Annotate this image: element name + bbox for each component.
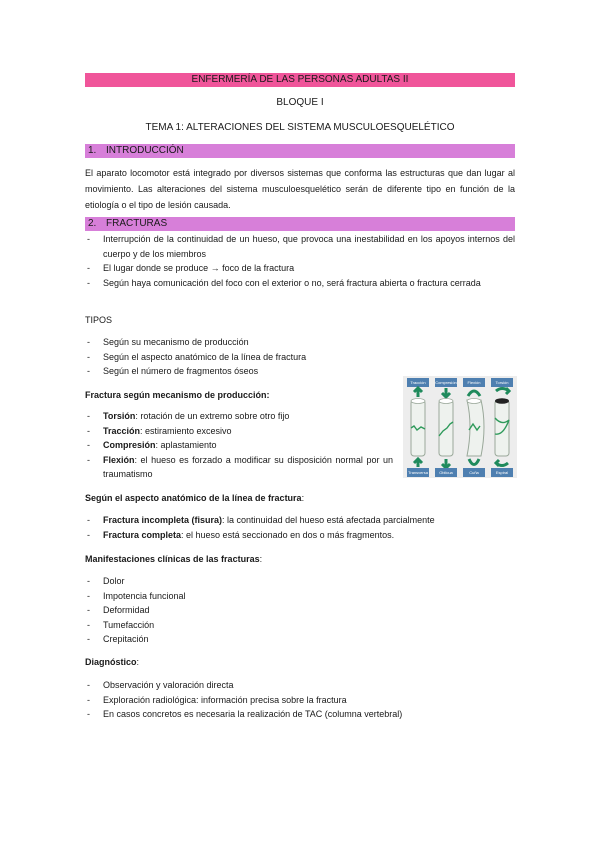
rotation-arrow-icon bbox=[496, 388, 509, 394]
aspecto-heading: Según el aspecto anatómico de la línea de fractura: bbox=[85, 493, 305, 503]
figure-label-compresion: Compresión bbox=[435, 380, 457, 385]
section-number: 2. bbox=[88, 218, 97, 229]
list-item: - Compresión: aplastamiento bbox=[85, 438, 393, 453]
list-item: - Según su mecanismo de producción bbox=[85, 335, 385, 350]
section-title: FRACTURAS bbox=[106, 218, 168, 229]
fracture-mechanism-figure bbox=[403, 376, 517, 478]
list-item: - Crepitación bbox=[85, 632, 385, 647]
figure-label-flexion: Flexión bbox=[463, 378, 485, 387]
list-item: - Torsión: rotación de un extremo sobre otro fijo bbox=[85, 409, 393, 424]
list-item: - En casos concretos es necesaria la realización de TAC (columna vertebral) bbox=[85, 707, 515, 722]
course-title-band bbox=[85, 73, 515, 87]
list-item: - Deformidad bbox=[85, 603, 385, 618]
manifestaciones-heading: Manifestaciones clínicas de las fracturas: bbox=[85, 554, 263, 564]
section-heading-introduccion bbox=[85, 144, 515, 158]
section-number: 1. bbox=[88, 145, 97, 156]
intro-paragraph: El aparato locomotor está integrado por diversos sistemas que conforma las estructuras que dan lugar al movimiento. Las alteraciones del sistema musculoesquelético serán de diferente tipo en función de la etiología o el tipo de lesión causada. bbox=[85, 168, 515, 210]
figure-label-transversa: Transversa bbox=[408, 470, 428, 475]
tipos-list bbox=[85, 335, 385, 379]
list-item: - Tracción: estiramiento excesivo bbox=[85, 424, 393, 439]
list-item: - Interrupción de la continuidad de un hueso, que provoca una inestabilidad en los apoyos internos del cuerpo y de los miembros bbox=[85, 232, 515, 261]
figure-label-cuna: Cuña bbox=[463, 468, 485, 477]
figure-label-torsion: Torsión bbox=[491, 378, 513, 387]
curved-arrow-icon bbox=[468, 391, 480, 396]
list-item: - Flexión: el hueso es forzado a modificar su disposición normal por un traumatismo bbox=[85, 453, 393, 482]
course-title: ENFERMERÍA DE LAS PERSONAS ADULTAS II bbox=[191, 74, 409, 85]
manifestaciones-list bbox=[85, 574, 385, 647]
list-item: - Tumefacción bbox=[85, 618, 385, 633]
arrow-down-icon bbox=[442, 459, 450, 468]
fracture-definition-list bbox=[85, 232, 515, 290]
list-item: - El lugar donde se produce → foco de la fractura bbox=[85, 261, 515, 276]
list-item: - Observación y valoración directa bbox=[85, 678, 515, 693]
rotation-arrow-icon bbox=[496, 460, 508, 466]
list-item: - Según el aspecto anatómico de la línea de fractura bbox=[85, 350, 385, 365]
block-title: BLOQUE I bbox=[276, 97, 324, 108]
mecanismo-list bbox=[85, 409, 393, 482]
section-heading-fracturas bbox=[85, 217, 515, 231]
list-item: - Fractura completa: el hueso está seccionado en dos o más fragmentos. bbox=[85, 528, 515, 543]
curved-arrow-icon bbox=[469, 459, 479, 465]
topic-title: TEMA 1: ALTERACIONES DEL SISTEMA MUSCULOESQUELÉTICO bbox=[145, 122, 455, 133]
bone-torsion bbox=[495, 400, 509, 456]
list-item: - Impotencia funcional bbox=[85, 589, 385, 604]
figure-label-traccion: Tracción bbox=[407, 378, 429, 387]
aspecto-list bbox=[85, 513, 515, 542]
list-item: - Según el número de fragmentos óseos bbox=[85, 364, 385, 379]
mecanismo-heading: Fractura según mecanismo de producción: bbox=[85, 390, 270, 400]
figure-label-oblicua: Oblicua bbox=[435, 468, 457, 477]
section-title: INTRODUCCIÓN bbox=[106, 145, 184, 156]
tipos-label: TIPOS bbox=[85, 315, 113, 325]
arrow-down-icon bbox=[442, 388, 450, 397]
arrow-up-icon bbox=[414, 459, 422, 467]
diagnostico-heading: Diagnóstico: bbox=[85, 657, 140, 667]
bone-cavity bbox=[495, 398, 509, 404]
list-item: - Fractura incompleta (fisura): la continuidad del hueso está afectada parcialmente bbox=[85, 513, 515, 528]
list-item: - Exploración radiológica: información precisa sobre la fractura bbox=[85, 693, 515, 708]
figure-label-espiral: Espiral bbox=[491, 468, 513, 477]
list-item: - Según haya comunicación del foco con el exterior o no, será fractura abierta o fractura cerrada bbox=[85, 276, 515, 291]
list-item: - Dolor bbox=[85, 574, 385, 589]
arrow-up-icon bbox=[414, 388, 422, 397]
bone-illustrations bbox=[403, 376, 517, 478]
diagnostico-list bbox=[85, 678, 515, 722]
